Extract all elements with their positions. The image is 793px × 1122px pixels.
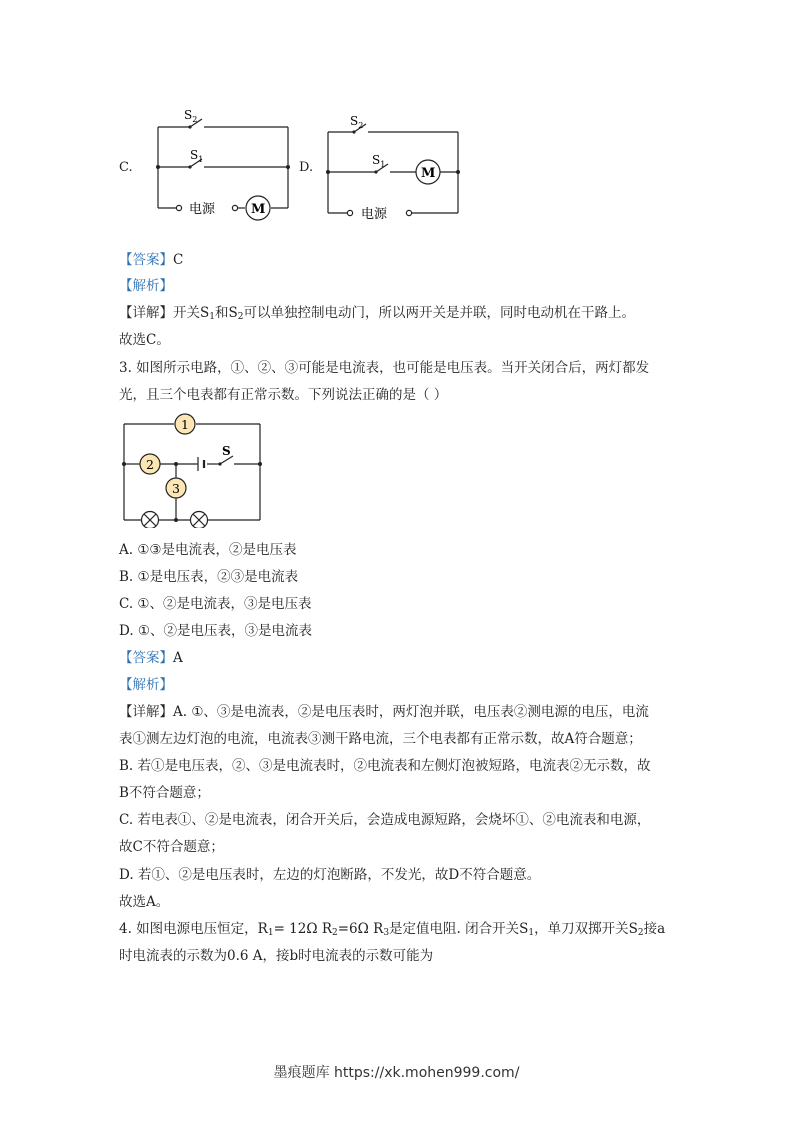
q4-text: ，单刀双掷开关S [534, 921, 638, 937]
q2-answer-line [119, 251, 183, 269]
q4-sub: 2 [332, 928, 338, 938]
svg-text:S1 [190, 148, 203, 164]
q3-conclusion: 故选A。 [119, 894, 170, 910]
q3-detail-line: 故C不符合题意； [119, 839, 224, 855]
svg-text:S2 [350, 114, 363, 130]
q4-sub: 3 [383, 928, 390, 938]
q4-stem-line-1 [119, 920, 665, 942]
d-s2-label: S [350, 114, 359, 128]
q3-switch-label: S [222, 444, 231, 458]
q4-stem-line-2: 时电流表的示数为0.6 A，接b时电流表的示数可能为 [119, 948, 434, 964]
option-c-label: C. [119, 160, 133, 175]
q2-detail-tag: 【详解】 [119, 305, 173, 321]
d-s1-label: S [372, 153, 381, 167]
q3-option-c: C. ①、②是电流表，③是电压表 [119, 596, 312, 612]
svg-text:S2 [184, 108, 197, 124]
q3-option-b: B. ①是电压表，②③是电流表 [119, 569, 299, 585]
meter-2-label: 2 [146, 457, 154, 472]
q4-text: = 12Ω R [273, 921, 333, 937]
footer-watermark: 墨痕题库 https://xk.mohen999.com/ [273, 1065, 520, 1081]
q2-answer-tag: 【答案】 [119, 252, 173, 268]
meter-3-label: 3 [172, 481, 180, 496]
q2-detail-sub: 2 [237, 312, 244, 322]
q2-conclusion: 故选C。 [119, 332, 170, 348]
q2-detail-text: 开关S [173, 305, 210, 321]
q3-analysis-tag: 【解析】 [119, 677, 173, 693]
q4-text: 接a [643, 921, 666, 937]
svg-text:S1 [372, 153, 385, 169]
q4-sub: 1 [267, 928, 274, 938]
c-s1-label: S [190, 148, 199, 162]
q3-detail-line: C. 若电表①、②是电流表，闭合开关后，会造成电源短路，会烧坏①、②电流表和电源， [119, 812, 651, 828]
c-motor-symbol: M [251, 202, 266, 217]
c-source-label: 电源 [189, 202, 216, 217]
d-s2-sub: 2 [358, 121, 364, 130]
circuit-diagram-c [150, 104, 295, 222]
d-source-label: 电源 [361, 207, 388, 220]
meter-1-label: 1 [181, 417, 189, 432]
q2-analysis-tag: 【解析】 [119, 278, 173, 294]
q4-text: 4. 如图电源电压恒定，R [119, 921, 268, 937]
q4-text: 是定值电阻. 闭合开关S [389, 921, 529, 937]
q3-option-d: D. ①、②是电压表，③是电流表 [119, 623, 313, 639]
q3-option-a: A. ①③是电流表，②是电压表 [119, 542, 297, 558]
q3-answer: A [173, 650, 183, 666]
q2-detail-text: 可以单独控制电动门，所以两开关是并联，同时电动机在干路上。 [243, 305, 635, 321]
q3-answer-tag: 【答案】 [119, 650, 173, 666]
option-d-label: D. [299, 160, 314, 175]
q3-detail-line [119, 703, 649, 721]
q3-answer-line [119, 649, 183, 667]
c-s2-label: S [184, 108, 193, 122]
q3-detail-text: A. ①、③是电流表，②是电压表时，两灯泡并联，电压表②测电源的电压，电流 [173, 704, 649, 720]
q3-detail-tag: 【详解】 [119, 704, 173, 720]
d-motor-symbol: M [421, 166, 436, 181]
q3-detail-line: B不符合题意； [119, 785, 210, 801]
q4-sub: 2 [637, 928, 644, 938]
q3-detail-line: D. 若①、②是电压表时，左边的灯泡断路，不发光，故D不符合题意。 [119, 867, 541, 883]
q3-detail-line: 表①测左边灯泡的电流，电流表③测干路电流，三个电表都有正常示数，故A符合题意； [119, 731, 642, 747]
c-s1-sub: 1 [198, 155, 204, 164]
q2-answer: C [173, 252, 184, 268]
q4-sub: 1 [528, 928, 535, 938]
c-s2-sub: 2 [192, 115, 198, 124]
q3-detail-line: B. 若①是电压表，②、③是电流表时，②电流表和左侧灯泡被短路，电流表②无示数，故 [119, 758, 651, 774]
q2-detail-text: 和S [214, 305, 238, 321]
q3-circuit-diagram [116, 410, 268, 528]
q2-detail-sub: 1 [209, 312, 215, 322]
q4-text: =6Ω R [337, 921, 384, 937]
q3-stem-line-2: 光，且三个电表都有正常示数。下列说法正确的是（ ） [119, 387, 448, 403]
circuit-diagram-d [320, 108, 465, 220]
q3-stem-line-1: 3. 如图所示电路，①、②、③可能是电流表，也可能是电压表。当开关闭合后，两灯都发 [119, 360, 650, 376]
q2-detail-line [119, 304, 635, 326]
d-s1-sub: 1 [380, 160, 386, 169]
